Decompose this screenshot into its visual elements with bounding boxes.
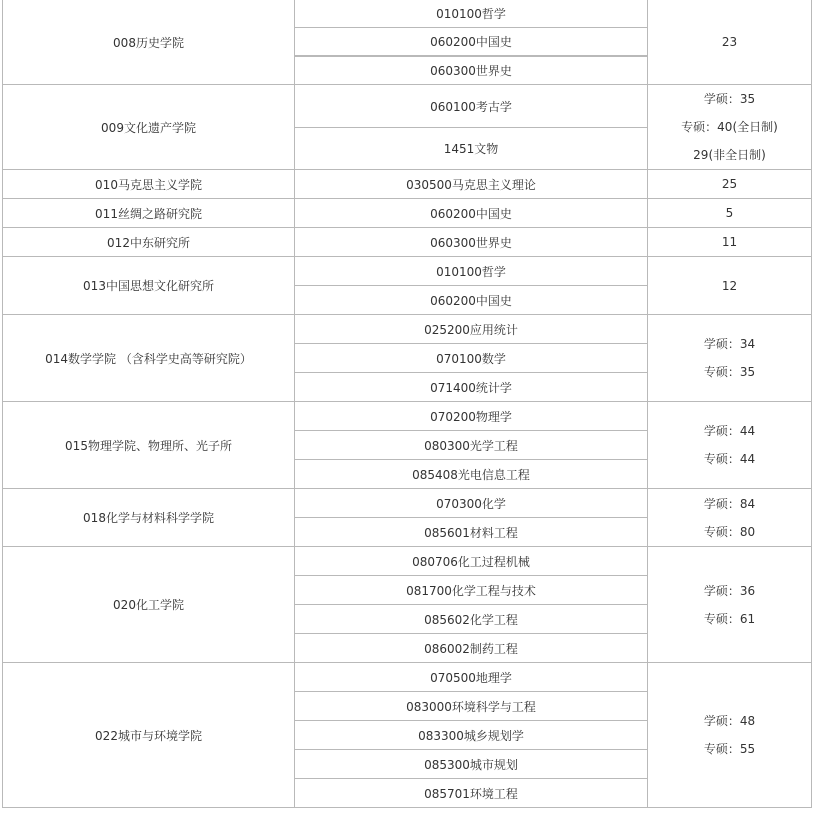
major-cell: 086002制药工程 — [294, 633, 648, 663]
major-cell: 080706化工过程机械 — [294, 546, 648, 576]
major-cell: 080300光学工程 — [294, 430, 648, 460]
major-cell: 071400统计学 — [294, 372, 648, 402]
major-cell: 070500地理学 — [294, 662, 648, 692]
major-cell: 085300城市规划 — [294, 749, 648, 779]
quota-cell: 学硕：44 专硕：44 — [647, 401, 812, 489]
major-cell: 060200中国史 — [294, 27, 648, 56]
major-cell: 085602化学工程 — [294, 604, 648, 634]
major-cell: 085701环境工程 — [294, 778, 648, 808]
major-cell: 060200中国史 — [294, 198, 648, 228]
major-cell: 060300世界史 — [294, 56, 648, 85]
college-cell: 015物理学院、物理所、光子所 — [2, 401, 295, 489]
quota-cell: 学硕：36 专硕：61 — [647, 546, 812, 663]
major-cell: 070100数学 — [294, 343, 648, 373]
quota-cell: 学硕：34 专硕：35 — [647, 314, 812, 402]
quota-cell: 11 — [647, 227, 812, 257]
major-cell: 030500马克思主义理论 — [294, 169, 648, 199]
quota-cell: 学硕：48 专硕：55 — [647, 662, 812, 808]
major-cell: 060200中国史 — [294, 285, 648, 315]
college-cell: 018化学与材料科学学院 — [2, 488, 295, 547]
quota-cell: 学硕：35 专硕：40(全日制) 29(非全日制) — [647, 84, 812, 170]
quota-cell: 12 — [647, 256, 812, 315]
major-cell: 083300城乡规划学 — [294, 720, 648, 750]
major-cell: 081700化学工程与技术 — [294, 575, 648, 605]
major-cell: 083000环境科学与工程 — [294, 691, 648, 721]
quota-cell: 5 — [647, 198, 812, 228]
major-cell: 025200应用统计 — [294, 314, 648, 344]
major-cell: 010100哲学 — [294, 0, 648, 28]
major-cell: 070300化学 — [294, 488, 648, 518]
major-cell: 010100哲学 — [294, 256, 648, 286]
quota-cell: 23 — [647, 0, 812, 85]
college-cell: 014数学学院 （含科学史高等研究院） — [2, 314, 295, 402]
major-cell: 1451文物 — [294, 127, 648, 170]
college-cell: 008历史学院 — [2, 0, 295, 85]
college-cell: 011丝绸之路研究院 — [2, 198, 295, 228]
college-cell: 012中东研究所 — [2, 227, 295, 257]
major-cell: 085408光电信息工程 — [294, 459, 648, 489]
college-cell: 013中国思想文化研究所 — [2, 256, 295, 315]
major-cell: 060100考古学 — [294, 84, 648, 128]
major-cell: 085601材料工程 — [294, 517, 648, 547]
quota-cell: 学硕：84 专硕：80 — [647, 488, 812, 547]
college-cell: 020化工学院 — [2, 546, 295, 663]
major-cell: 060300世界史 — [294, 227, 648, 257]
college-cell: 010马克思主义学院 — [2, 169, 295, 199]
college-cell: 022城市与环境学院 — [2, 662, 295, 808]
quota-cell: 25 — [647, 169, 812, 199]
college-cell: 009文化遗产学院 — [2, 84, 295, 170]
major-cell: 070200物理学 — [294, 401, 648, 431]
